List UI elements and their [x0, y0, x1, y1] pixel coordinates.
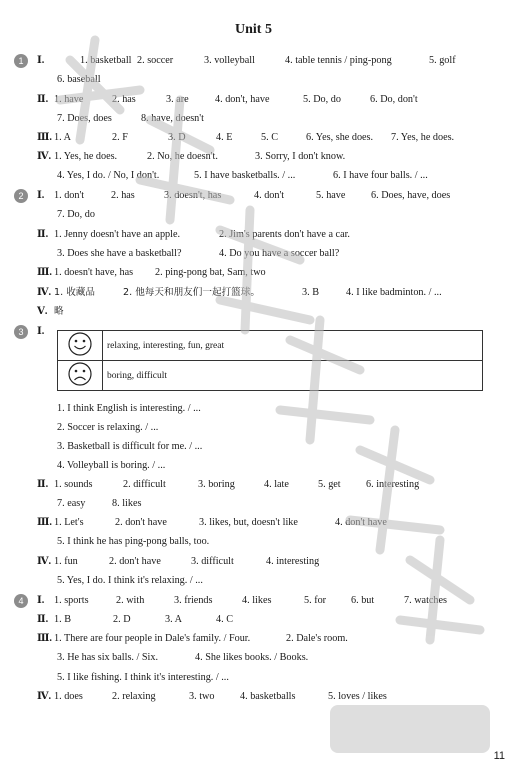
answer-item: 4. C [216, 614, 233, 625]
answer-item: 3. two [189, 691, 215, 702]
answer-line [0, 421, 507, 435]
answer-line [0, 535, 507, 549]
answer-item: 2. F [112, 132, 128, 143]
answer-item: 5. I think he has ping-pong balls, too. [57, 536, 210, 547]
answer-item: 5. get [318, 479, 341, 490]
answer-item: 2. has [112, 94, 136, 105]
answer-item: 2. soccer [137, 55, 174, 66]
smile-icon [67, 331, 93, 357]
section-number: Ⅰ. [37, 190, 45, 201]
answer-item: 7. watches [404, 595, 447, 606]
page-number: 11 [493, 750, 505, 762]
section-number: Ⅱ. [37, 614, 49, 625]
answer-item: 6. but [351, 595, 375, 606]
answer-line [0, 305, 507, 319]
answer-item: 1. Let's [54, 517, 84, 528]
answer-item: 3. are [166, 94, 189, 105]
section-number: Ⅲ. [37, 633, 52, 644]
answer-item: 5. golf [429, 55, 456, 66]
section-number: Ⅴ. [37, 306, 48, 317]
negative-words: boring, difficult [103, 361, 483, 391]
answer-line [0, 266, 507, 280]
answer-line [0, 440, 507, 454]
answer-item: 7. easy [57, 498, 86, 509]
section-number: Ⅱ. [37, 94, 49, 105]
face-cell [58, 361, 103, 391]
answer-item: 3. Does she have a basketball? [57, 248, 182, 259]
section-number: Ⅰ. [37, 326, 45, 337]
answer-item: 4. E [216, 132, 233, 143]
answer-item: 8. have, doesn't [141, 113, 204, 124]
answer-item: 5. loves / likes [328, 691, 387, 702]
answer-line [0, 54, 507, 68]
answer-item: 6. interesting [366, 479, 420, 490]
section-number: Ⅲ. [37, 517, 52, 528]
answer-line [0, 651, 507, 665]
answer-line [0, 613, 507, 627]
answer-item: 1. Jenny doesn't have an apple. [54, 229, 181, 240]
answer-line [0, 93, 507, 107]
answer-item: 2. has [111, 190, 135, 201]
answer-item: 2. Dale's room. [286, 633, 348, 644]
answer-item: 5. Yes, I do. I think it's relaxing. / ... [57, 575, 203, 586]
answer-item: 3. doesn't, has [164, 190, 222, 201]
section-number: Ⅲ. [37, 132, 52, 143]
answer-item: 5. C [261, 132, 278, 143]
answer-line [0, 189, 507, 203]
unit-badge: 1 [14, 54, 28, 68]
answer-item: 5. Do, do [303, 94, 341, 105]
answer-item: 3. friends [174, 595, 213, 606]
answer-item: 1. B [54, 614, 71, 625]
answer-line [0, 459, 507, 473]
answer-item: 3. Basketball is difficult for me. / ... [57, 441, 203, 452]
face-cell [58, 331, 103, 361]
answer-item: 2. Jim's parents don't have a car. [219, 229, 350, 240]
answer-item: 3. Sorry, I don't know. [255, 151, 346, 162]
answer-item: 6. Yes, she does. [306, 132, 374, 143]
unit-badge: 3 [14, 325, 28, 339]
answer-item: 1. A [54, 132, 71, 143]
answer-item: 5. for [304, 595, 327, 606]
answer-item: 4. likes [242, 595, 272, 606]
answer-item: 1. fun [54, 556, 78, 567]
answer-item: 4. Volleyball is boring. / ... [57, 460, 166, 471]
answer-item: 2. with [116, 595, 145, 606]
answer-line [0, 112, 507, 126]
answer-line [0, 555, 507, 569]
section-number: Ⅱ. [37, 229, 49, 240]
frown-icon [67, 361, 93, 387]
answer-item: 1. 收藏品 [54, 287, 95, 298]
answer-item: 1. doesn't have, has [54, 267, 134, 278]
answer-item: 7. Does, does [57, 113, 112, 124]
answer-item: 4. basketballs [240, 691, 296, 702]
emotion-table [57, 330, 483, 391]
answer-item: 1. basketball [80, 55, 132, 66]
answer-item: 3. He has six balls. / Six. [57, 652, 159, 663]
answer-item: 1. don't [54, 190, 85, 201]
positive-words: relaxing, interesting, fun, great [103, 331, 483, 361]
answer-item: 1. does [54, 691, 83, 702]
answer-item: 3. D [168, 132, 186, 143]
unit-badge: 2 [14, 189, 28, 203]
answer-item: 4. I like badminton. / ... [346, 287, 442, 298]
answer-item: 2. don't have [115, 517, 167, 528]
answer-item: 7. Yes, he does. [391, 132, 455, 143]
answer-line [0, 594, 507, 608]
answer-line [0, 671, 507, 685]
answer-item: 5. I like fishing. I think it's interesting. / ... [57, 672, 229, 683]
answer-item: 5. I have basketballs. / ... [194, 170, 296, 181]
answer-item: 6. I have four balls. / ... [333, 170, 428, 181]
answer-item: 2. No, he doesn't. [147, 151, 218, 162]
answer-item: 4. don't, have [215, 94, 270, 105]
answer-item: 1. I think English is interesting. / ... [57, 403, 201, 414]
answer-item: 4. interesting [266, 556, 320, 567]
answer-line [0, 286, 507, 300]
answer-item: 4. She likes books. / Books. [195, 652, 309, 663]
answer-item: 2. don't have [109, 556, 161, 567]
answer-item: 4. Do you have a soccer ball? [219, 248, 340, 259]
table-row [58, 331, 483, 361]
answer-line [0, 131, 507, 145]
answer-line [0, 402, 507, 416]
section-number: Ⅰ. [37, 595, 45, 606]
answer-item: 1. sports [54, 595, 89, 606]
answer-item: 2. Soccer is relaxing. / ... [57, 422, 159, 433]
answer-line [0, 497, 507, 511]
section-number: Ⅳ. [37, 287, 52, 298]
answer-item: 3. difficult [191, 556, 234, 567]
answer-line [0, 574, 507, 588]
answer-line [0, 73, 507, 87]
answer-item: 4. don't [254, 190, 285, 201]
answer-line [0, 247, 507, 261]
answer-item: 3. likes, but, doesn't like [199, 517, 298, 528]
answer-item: 6. Does, have, does [371, 190, 451, 201]
section-number: Ⅱ. [37, 479, 49, 490]
answer-item: 8. likes [112, 498, 142, 509]
answer-item: 2. relaxing [112, 691, 156, 702]
answer-item: 7. Do, do [57, 209, 95, 220]
answer-item: 6. baseball [57, 74, 101, 85]
section-number: Ⅳ. [37, 151, 52, 162]
answer-line [0, 690, 507, 704]
answer-item: 1. Yes, he does. [54, 151, 118, 162]
table-row [58, 361, 483, 391]
answer-item: 1. have [54, 94, 84, 105]
answer-item: 4. late [264, 479, 289, 490]
answer-item: 2. 他每天和朋友们一起打篮球。 [123, 287, 260, 298]
answer-item: 2. difficult [123, 479, 166, 490]
answer-item: 3. volleyball [204, 55, 255, 66]
section-number: Ⅲ. [37, 267, 52, 278]
answer-item: 2. ping-pong bat, Sam, two [155, 267, 266, 278]
answer-item: 4. table tennis / ping-pong [285, 55, 392, 66]
answer-line [0, 632, 507, 646]
section-number: Ⅰ. [37, 55, 45, 66]
answer-item: 5. have [316, 190, 346, 201]
answer-line [0, 208, 507, 222]
answer-item: 略 [54, 306, 64, 317]
answer-item: 4. don't have [335, 517, 387, 528]
answer-item: 1. There are four people in Dale's family. / Four. [54, 633, 251, 644]
answer-item: 4. Yes, I do. / No, I don't. [57, 170, 160, 181]
answer-line [0, 478, 507, 492]
page-title: Unit 5 [235, 22, 272, 37]
answer-line [0, 516, 507, 530]
unit-badge: 4 [14, 594, 28, 608]
answer-item: 6. Do, don't [370, 94, 418, 105]
section-number: Ⅳ. [37, 691, 52, 702]
answer-item: 3. A [165, 614, 182, 625]
answer-line [0, 150, 507, 164]
section-number: Ⅳ. [37, 556, 52, 567]
answer-line [0, 228, 507, 242]
answer-item: 3. boring [198, 479, 235, 490]
answer-item: 3. B [302, 287, 319, 298]
answer-item: 2. D [113, 614, 131, 625]
answer-item: 1. sounds [54, 479, 93, 490]
answer-line [0, 169, 507, 183]
